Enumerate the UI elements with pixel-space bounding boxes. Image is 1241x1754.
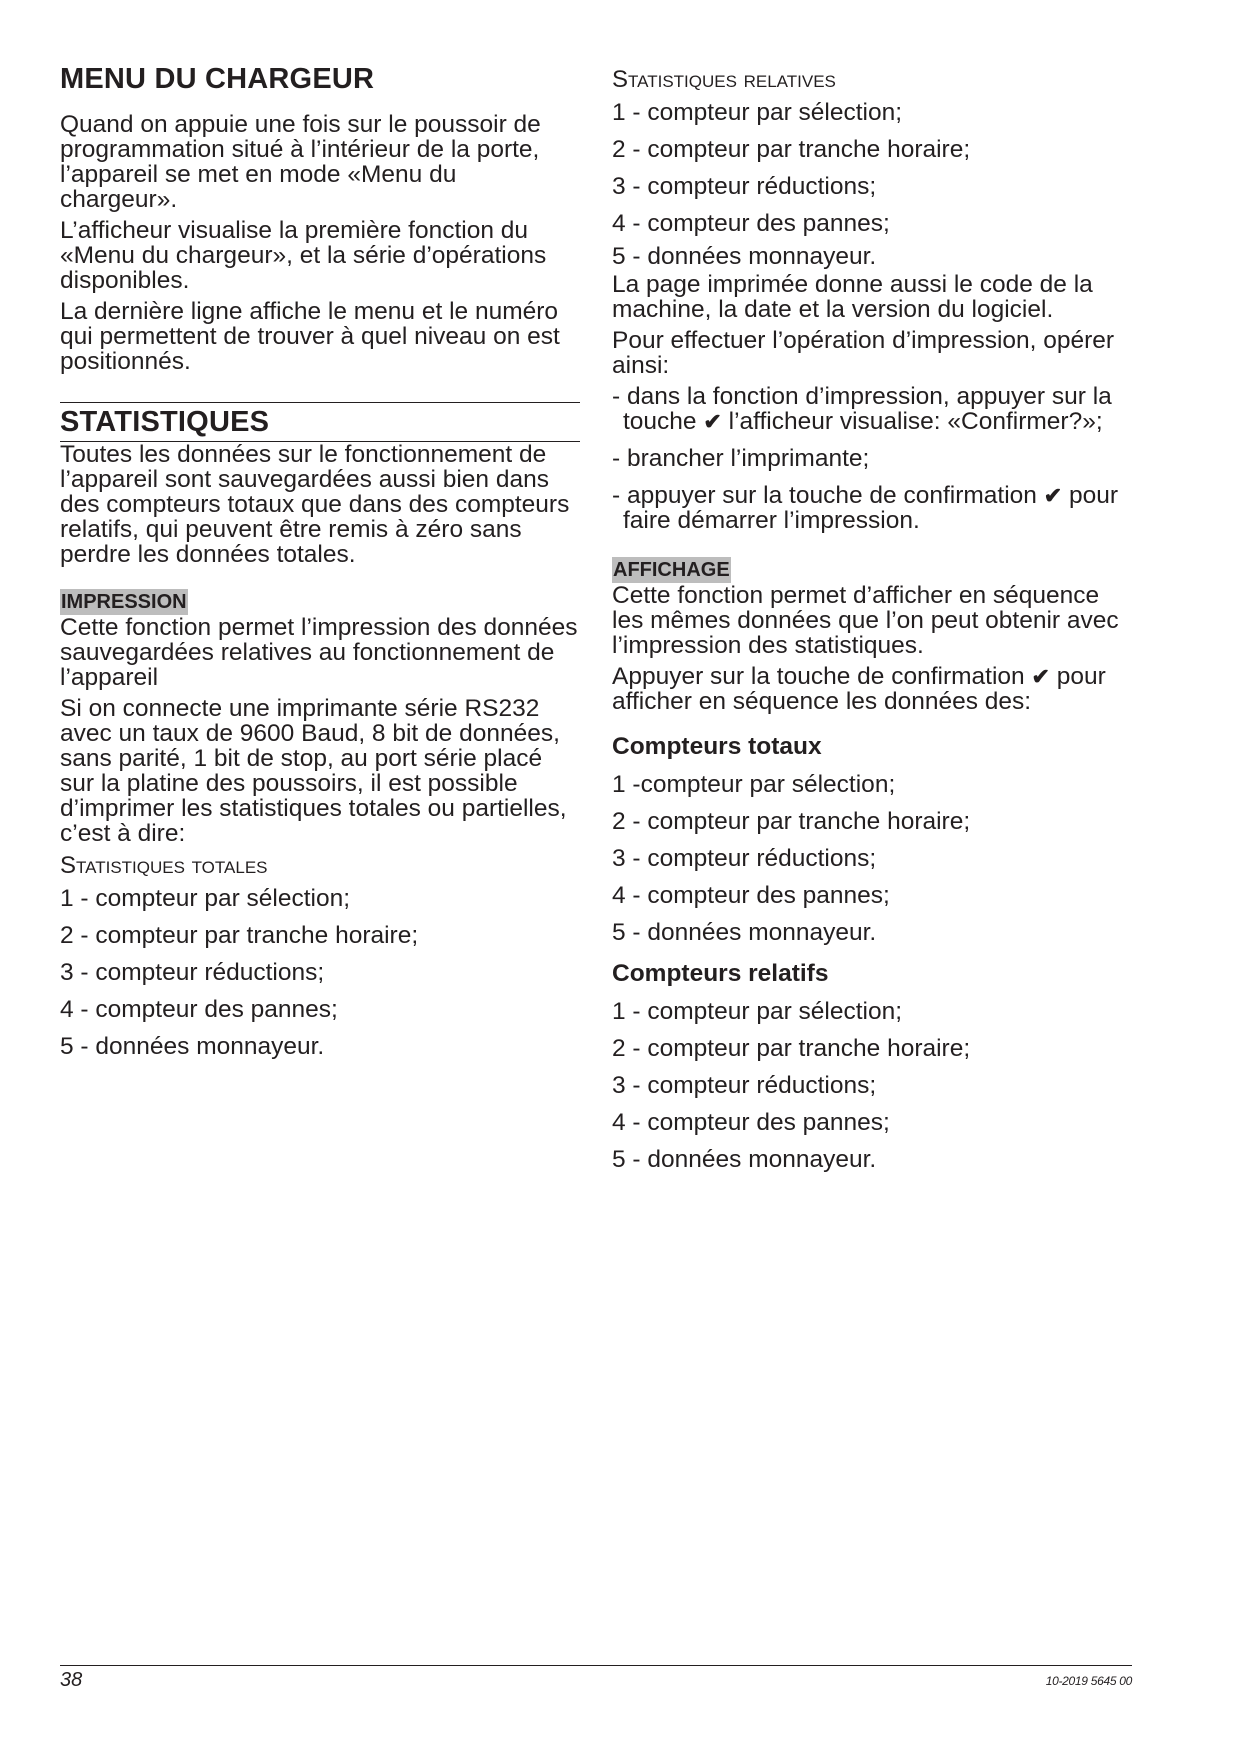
impression-paragraph-2: Si on connecte une imprimante série RS232 avec un taux de 9600 Baud, 8 bit de données, sans parité, 1 bit de stop, au port série placé sur la platine des poussoirs, il est possible d’imprimer les statistiques totales ou partielles, c’est à dire: (60, 695, 567, 847)
print-step-1 (612, 384, 1132, 434)
stats-totales-list (60, 880, 580, 1065)
list-item: 3 - compteur réductions; (612, 173, 877, 200)
affichage-paragraph-2 (612, 664, 1132, 714)
check-icon: ✔ (1031, 664, 1050, 689)
list-item: 1 - compteur par sélection; (612, 998, 903, 1025)
list-item: 5 - données monnayeur. (60, 1033, 325, 1060)
section-divider-top (60, 402, 580, 403)
compteurs-relatifs-list (612, 993, 1132, 1178)
list-item: 3 - compteur réductions; (60, 959, 325, 986)
list-item: 1 -compteur par sélection; (612, 771, 896, 798)
compteurs-totaux-heading: Compteurs totaux (612, 733, 822, 760)
affichage-paragraph-1: Cette fonction permet d’afficher en séquence les mêmes données que l’on peut obtenir avec l’impression des statistiques. (612, 582, 1119, 659)
page-number: 38 (60, 1669, 83, 1691)
print-step-3-text-a: - appuyer sur la touche de confirmation (612, 482, 1037, 509)
list-item: 4 - compteur des pannes; (612, 210, 890, 237)
stats-relatives-list (612, 94, 1132, 272)
list-item: 5 - données monnayeur. (612, 243, 877, 270)
footer-divider (60, 1665, 1132, 1666)
affichage-paragraph-2-text-a: Appuyer sur la touche de confirmation (612, 663, 1025, 690)
stats-paragraph-1: Toutes les données sur le fonctionnement de l’appareil sont sauvegardées aussi bien dans des compteurs totaux que dans des compteurs relatifs, qui peuvent être remis à zéro sans perdre les données totales. (60, 441, 570, 568)
list-item: 2 - compteur par tranche horaire; (612, 136, 971, 163)
list-item: 5 - données monnayeur. (612, 919, 877, 946)
right-column (612, 62, 1132, 1178)
list-item: 4 - compteur des pannes; (60, 996, 338, 1023)
affichage-badge: AFFICHAGE (613, 559, 730, 581)
menu-paragraph-2: L’afficheur visualise la première fonction du «Menu du chargeur», et la série d’opérations disponibles. (60, 217, 547, 294)
compteurs-relatifs-heading: Compteurs relatifs (612, 960, 829, 987)
left-column (60, 62, 580, 1065)
section-title-statistiques: STATISTIQUES (60, 406, 270, 438)
list-item: 4 - compteur des pannes; (612, 1109, 890, 1136)
list-item: 4 - compteur des pannes; (612, 882, 890, 909)
list-item: 1 - compteur par sélection; (60, 885, 351, 912)
print-paragraph-1: La page imprimée donne aussi le code de la machine, la date et la version du logiciel. (612, 271, 1093, 323)
list-item: 5 - données monnayeur. (612, 1146, 877, 1173)
stats-totales-heading: Statistiques totales (60, 852, 268, 879)
section-title-menu: MENU DU CHARGEUR (60, 63, 375, 95)
print-step-3 (612, 483, 1132, 533)
impression-badge: IMPRESSION (61, 591, 187, 613)
menu-paragraph-1: Quand on appuie une fois sur le poussoir de programmation situé à l’intérieur de la porte, l’appareil se met en mode «Menu du chargeur». (60, 111, 541, 213)
impression-paragraph-1: Cette fonction permet l’impression des données sauvegardées relatives au fonctionnement de l’appareil (60, 614, 578, 691)
menu-paragraph-3: La dernière ligne affiche le menu et le numéro qui permettent de trouver à quel niveau on est positionnés. (60, 298, 560, 375)
compteurs-totaux-list (612, 766, 1132, 951)
print-step-1-text-b: l’afficheur visualise: «Confirmer?»; (728, 408, 1103, 435)
print-paragraph-2: Pour effectuer l’opération d’impression, opérer ainsi: (612, 327, 1115, 379)
print-step-1-text-a: - dans la fonction d’impression, appuyer sur la touche (612, 383, 1112, 435)
check-icon: ✔ (1043, 483, 1063, 508)
list-item: 1 - compteur par sélection; (612, 99, 903, 126)
stats-relatives-heading: Statistiques relatives (612, 66, 836, 93)
list-item: 2 - compteur par tranche horaire; (60, 922, 419, 949)
print-step-3-text-b: pour faire démarrer l’impression. (623, 482, 1119, 534)
list-item: 2 - compteur par tranche horaire; (612, 808, 971, 835)
list-item: 2 - compteur par tranche horaire; (612, 1035, 971, 1062)
print-step-2: - brancher l’imprimante; (612, 445, 870, 472)
document-code: 10-2019 5645 00 (1045, 1674, 1132, 1688)
list-item: 3 - compteur réductions; (612, 1072, 877, 1099)
list-item: 3 - compteur réductions; (612, 845, 877, 872)
check-icon: ✔ (703, 409, 722, 434)
affichage-paragraph-2-text-b: pour afficher en séquence les données des: (612, 663, 1106, 715)
